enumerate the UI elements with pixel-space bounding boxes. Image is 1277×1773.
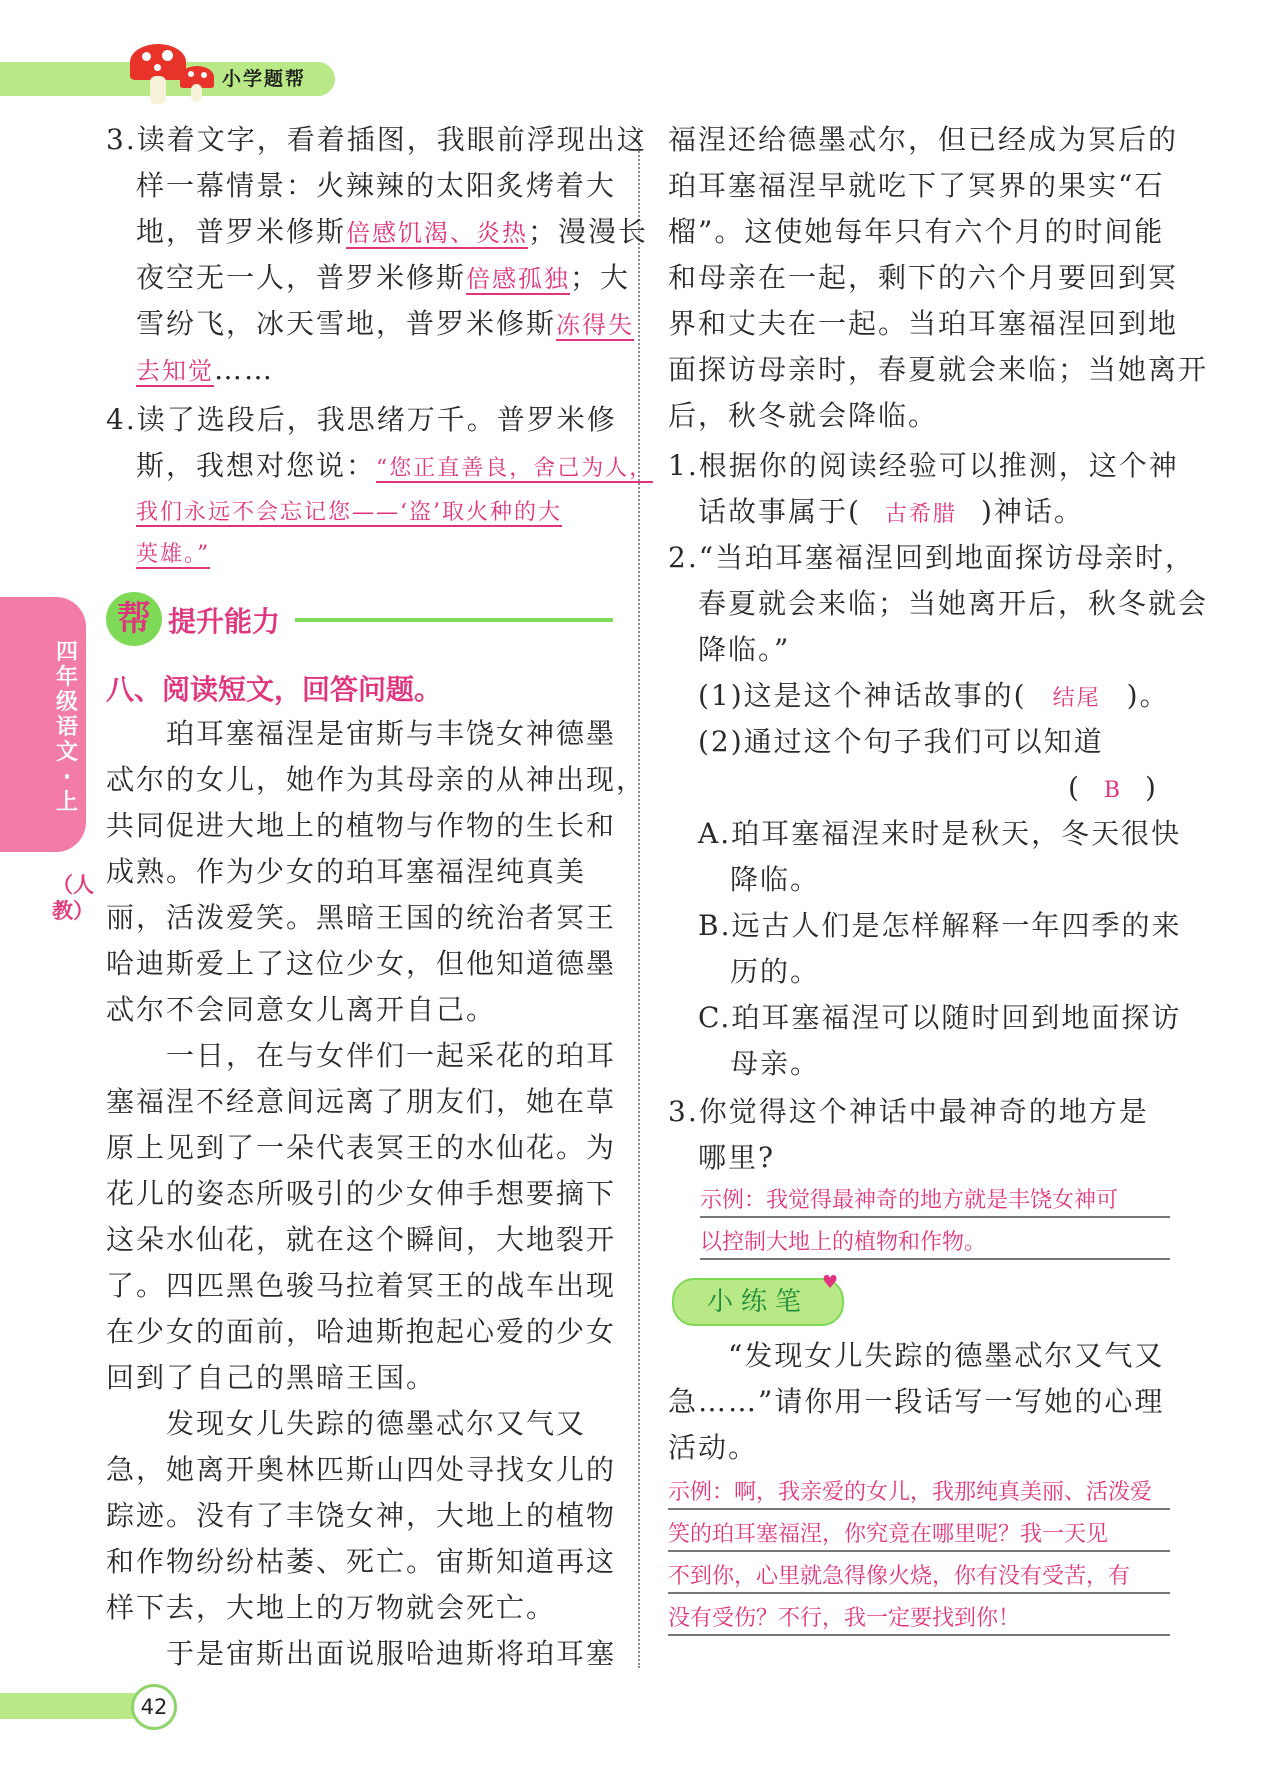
- r-q1-answer: 古希腊: [884, 502, 957, 527]
- practice-prompt-1: “发现女儿失踪的德墨忒尔又气又: [668, 1339, 1165, 1372]
- r-q2-sub1-answer: 结尾: [1052, 686, 1101, 711]
- r-q1-line-2: 话故事属于( 古希腊 )神话。: [698, 492, 1084, 535]
- passage-line: 面探访母亲时，春夏就会来临；当她离开: [668, 353, 1209, 386]
- passage-line: 塞福涅不经意间远离了朋友们，她在草: [106, 1085, 617, 1118]
- q4-answer-3: 英雄。”: [136, 542, 211, 567]
- q3-line-4: 夜空无一人，普罗米修斯倍感孤独；大: [136, 261, 631, 294]
- practice-label: 小练笔: [672, 1278, 844, 1326]
- q3-answer-2: 倍感孤独: [466, 265, 571, 293]
- passage-line: 界和丈夫在一起。当珀耳塞福涅回到地: [668, 307, 1179, 340]
- option-b-cont: 历的。: [730, 955, 821, 988]
- passage-line: 和作物纷纷枯萎、死亡。宙斯知道再这: [106, 1545, 617, 1578]
- passage-line: 一日，在与女伴们一起采花的珀耳: [106, 1039, 617, 1072]
- section-banner-rule: [295, 618, 613, 622]
- publisher-label: （人教）: [52, 873, 94, 923]
- practice-prompt-3: 活动。: [668, 1431, 759, 1464]
- passage-line: 榴”。这使她每年只有六个月的时间能: [668, 215, 1165, 248]
- passage-line: 于是宙斯出面说服哈迪斯将珀耳塞: [106, 1637, 617, 1670]
- q4-answer-2: 我们永远不会忘记您——‘盗’取火种的大: [136, 500, 562, 525]
- r-q3-answer-1: 示例：我觉得最神奇的地方就是丰饶女神可: [700, 1186, 1170, 1218]
- r-q3-line-2: 哪里?: [698, 1141, 776, 1174]
- passage-line: 成熟。作为少女的珀耳塞福涅纯真美: [106, 855, 587, 888]
- practice-answer-4: 没有受伤？不行，我一定要找到你！: [668, 1604, 1170, 1636]
- q4-line-1: 4.读了选段后，我思绪万千。普罗米修: [106, 403, 617, 436]
- q3-line-3: 地，普罗米修斯倍感饥渴、炎热；漫漫长: [136, 215, 649, 248]
- r-q3-line-1: 3.你觉得这个神话中最神奇的地方是: [668, 1095, 1149, 1128]
- grade-label: 四年级语文·上: [55, 640, 78, 815]
- passage-line: 原上见到了一朵代表冥王的水仙花。为: [106, 1131, 617, 1164]
- option-b: B.远古人们是怎样解释一年四季的来: [698, 909, 1182, 942]
- passage-line: 在少女的面前，哈迪斯抱起心爱的少女: [106, 1315, 617, 1348]
- r-q2-line-2: 春夏就会来临；当她离开后，秋冬就会: [698, 587, 1209, 620]
- help-badge-icon: 帮: [106, 592, 162, 646]
- passage-line: 和母亲在一起，剩下的六个月要回到冥: [668, 261, 1179, 294]
- q4-line-4: [136, 532, 210, 575]
- r-q2-line-3: 降临。”: [698, 633, 791, 666]
- passage-line: 踪迹。没有了丰饶女神，大地上的植物: [106, 1499, 617, 1532]
- q3-line-2: 样一幕情景：火辣辣的太阳炙烤着大: [136, 169, 617, 202]
- section-heading: 八、阅读短文，回答问题。: [106, 673, 443, 706]
- q3-answer-1: 倍感饥渴、炎热: [346, 219, 529, 247]
- r-q2-sub2: (2)通过这个句子我们可以知道: [698, 725, 1104, 758]
- passage-line: 回到了自己的黑暗王国。: [106, 1361, 437, 1394]
- passage-line: 哈迪斯爱上了这位少女，但他知道德墨: [106, 947, 617, 980]
- q4-answer-1: “您正直善良，舍己为人，: [376, 456, 654, 481]
- mushroom-logo-icon: [130, 44, 220, 106]
- passage-line: 珀耳塞福涅早就吃下了冥界的果实“石: [668, 169, 1165, 202]
- practice-answer-1: 示例：啊，我亲爱的女儿，我那纯真美丽、活泼爱: [668, 1478, 1170, 1510]
- r-q1-line-1: 1.根据你的阅读经验可以推测，这个神: [668, 449, 1179, 482]
- r-q2-sub2-answer: B: [1103, 778, 1123, 803]
- page-number: 42: [131, 1684, 177, 1730]
- heart-icon: ♥: [822, 1272, 839, 1293]
- q3-answer-3: 冻得失: [556, 311, 635, 339]
- column-divider: [638, 128, 640, 1668]
- passage-line: 这朵水仙花，就在这个瞬间，大地裂开: [106, 1223, 617, 1256]
- option-c-cont: 母亲。: [730, 1047, 821, 1080]
- practice-answer-3: 不到你，心里就急得像火烧，你有没有受苦，有: [668, 1562, 1170, 1594]
- section-banner-title: 提升能力: [168, 605, 281, 638]
- q4-line-2: 斯，我想对您说：“您正直善良，舍己为人，: [136, 449, 654, 482]
- passage-line: 忒尔不会同意女儿离开自己。: [106, 993, 497, 1026]
- passage-line: 忒尔的女儿，她作为其母亲的从神出现，: [106, 763, 647, 796]
- passage-line: 珀耳塞福涅是宙斯与丰饶女神德墨: [106, 717, 617, 750]
- option-c: C.珀耳塞福涅可以随时回到地面探访: [698, 1001, 1182, 1034]
- r-q2-line-1: 2.“当珀耳塞福涅回到地面探访母亲时，: [668, 541, 1196, 574]
- practice-prompt-2: 急……”请你用一段话写一写她的心理: [668, 1385, 1165, 1418]
- q3-line-6: 去知觉……: [136, 353, 274, 386]
- q3-line-5: 雪纷飞，冰天雪地，普罗米修斯冻得失: [136, 307, 635, 340]
- q3-answer-4: 去知觉: [136, 357, 214, 385]
- passage-line: 花儿的姿态所吸引的少女伸手想要摘下: [106, 1177, 617, 1210]
- practice-answer-2: 笑的珀耳塞福涅，你究竟在哪里呢？我一天见: [668, 1520, 1170, 1552]
- passage-line: 福涅还给德墨忒尔，但已经成为冥后的: [668, 123, 1179, 156]
- passage-line: 共同促进大地上的植物与作物的生长和: [106, 809, 617, 842]
- passage-line: 发现女儿失踪的德墨忒尔又气又: [106, 1407, 587, 1440]
- passage-line: 后，秋冬就会降临。: [668, 399, 939, 432]
- r-q2-sub1: (1)这是这个神话故事的( 结尾 )。: [698, 676, 1170, 719]
- q3-line-1: 3.读着文字，看着插图，我眼前浮现出这: [106, 123, 647, 156]
- option-a: A.珀耳塞福涅来时是秋天，冬天很快: [698, 817, 1182, 850]
- option-a-cont: 降临。: [730, 863, 821, 896]
- passage-line: 丽，活泼爱笑。黑暗王国的统治者冥王: [106, 901, 617, 934]
- passage-line: 了。四匹黑色骏马拉着冥王的战车出现: [106, 1269, 617, 1302]
- passage-line: 急，她离开奥林匹斯山四处寻找女儿的: [106, 1453, 617, 1486]
- header-title: 小学题帮: [222, 68, 307, 90]
- r-q3-answer-2: 以控制大地上的植物和作物。: [700, 1228, 1170, 1260]
- passage-line: 样下去，大地上的万物就会死亡。: [106, 1591, 557, 1624]
- q4-line-3: [136, 490, 562, 533]
- r-q2-sub2-answer-bracket: ( B ): [1068, 768, 1158, 811]
